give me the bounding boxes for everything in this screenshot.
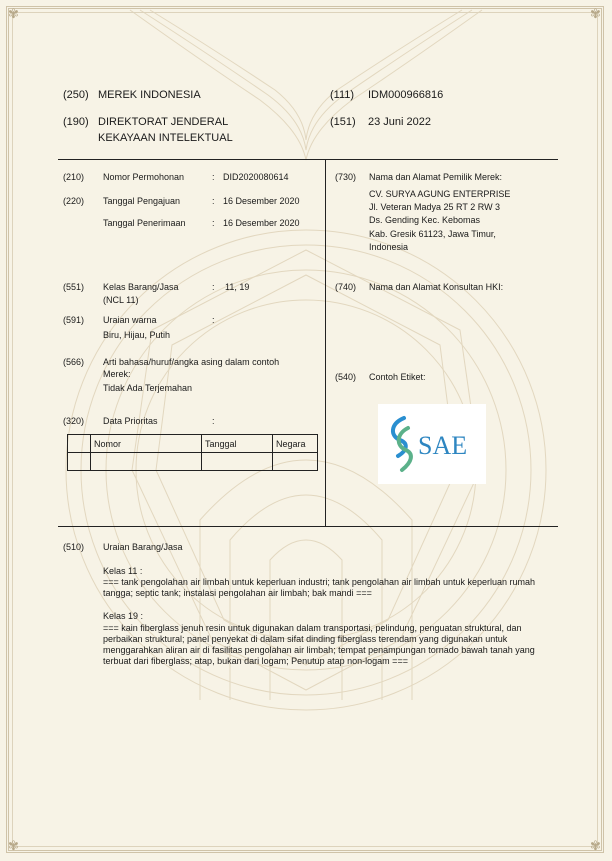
table-row [68, 453, 318, 471]
registration-date: 23 Juni 2022 [368, 116, 431, 128]
pemilik-line: Kab. Gresik 61123, Jawa Timur, [369, 229, 496, 239]
code-210: (210) [63, 172, 85, 182]
code-740: (740) [335, 282, 357, 292]
direktorat-line-1: DIREKTORAT JENDERAL [98, 116, 229, 128]
table-cell [273, 453, 318, 471]
code-551: (551) [63, 282, 85, 292]
colon: : [212, 172, 215, 182]
colon: : [212, 416, 215, 426]
code-250: (250) [63, 89, 89, 101]
pemilik-line: CV. SURYA AGUNG ENTERPRISE [369, 189, 511, 199]
table-cell [68, 453, 91, 471]
corner-ornament-icon: ✾ [8, 6, 19, 21]
nomor-permohonan-label: Nomor Permohonan [103, 172, 185, 182]
registration-number: IDM000966816 [368, 89, 444, 101]
divider-top [58, 159, 558, 160]
nomor-permohonan-value: DID2020080614 [223, 172, 289, 182]
kelas-11-text: === tank pengolahan air limbah untuk keperluan industri; tank pengolahan air limbah untuk keperluan rumah tangga; septic tank; instalasi pengolahan air limbah; bak mandi === [103, 577, 536, 598]
arti-label-1: Arti bahasa/huruf/angka asing dalam contoh [103, 357, 280, 367]
code-566: (566) [63, 357, 85, 367]
konsultan-label: Nama dan Alamat Konsultan HKI: [369, 282, 504, 292]
kelas-19-text: === kain fiberglass jenuh resin untuk digunakan dalam transportasi, pelindung, penguatan struktural, dan perbaikan struktural; panel penyekat di dalam sifat dinding fiberglass terendam yang digunakan untuk menggarahkan aliran air di fasilitas pengolahan air limbah; tempat penampungan tornado bawah tanah yang terbuat dari fiberglass; atap, bukan dari logam; Penutup atap non-logam === [103, 623, 535, 666]
etiket-logo-box [378, 404, 486, 484]
corner-ornament-icon: ✾ [590, 838, 601, 853]
table-header-negara: Negara [273, 435, 318, 453]
uraian-warna-label: Uraian warna [103, 315, 157, 325]
pemilik-line: Indonesia [369, 242, 409, 252]
table-header-tanggal: Tanggal [202, 435, 273, 453]
divider-vertical [325, 159, 326, 526]
data-prioritas-label: Data Prioritas [103, 416, 158, 426]
tanggal-penerimaan-value: 16 Desember 2020 [223, 218, 300, 228]
code-540: (540) [335, 372, 357, 382]
tanggal-penerimaan-label: Tanggal Penerimaan [103, 218, 186, 228]
prioritas-table [67, 434, 318, 471]
contoh-etiket-label: Contoh Etiket: [369, 372, 426, 382]
pemilik-line: Ds. Gending Kec. Kebomas [369, 215, 481, 225]
kelas-11-label: Kelas 11 : [103, 566, 143, 576]
tanggal-pengajuan-value: 16 Desember 2020 [223, 196, 300, 206]
code-111: (111) [330, 89, 355, 101]
pemilik-label: Nama dan Alamat Pemilik Merek: [369, 172, 503, 182]
pemilik-line: Jl. Veteran Madya 25 RT 2 RW 3 [369, 202, 501, 212]
arti-value: Tidak Ada Terjemahan [103, 383, 193, 393]
logo-text: SAE [418, 431, 468, 460]
colon: : [212, 315, 215, 325]
code-320: (320) [63, 416, 85, 426]
code-510: (510) [63, 542, 85, 552]
colon: : [212, 196, 215, 206]
kelas-value: 11, 19 [225, 282, 250, 292]
merek-indonesia-title: MEREK INDONESIA [98, 89, 201, 101]
code-190: (190) [63, 116, 89, 128]
table-header-row [68, 435, 318, 453]
arti-label-2: Merek: [103, 369, 131, 379]
corner-ornament-icon: ✾ [590, 6, 601, 21]
code-220: (220) [63, 196, 85, 206]
table-cell [68, 435, 91, 453]
table-cell [202, 453, 273, 471]
colon: : [212, 282, 215, 292]
table-cell [91, 453, 202, 471]
table-header-nomor: Nomor [91, 435, 202, 453]
colon: : [212, 218, 215, 228]
sae-logo-icon [378, 404, 486, 484]
direktorat-line-2: KEKAYAAN INTELEKTUAL [98, 132, 233, 144]
kelas-label-2: (NCL 11) [103, 295, 139, 305]
code-591: (591) [63, 315, 85, 325]
uraian-warna-value: Biru, Hijau, Putih [103, 330, 171, 340]
kelas-label-1: Kelas Barang/Jasa [103, 282, 179, 292]
code-151: (151) [330, 116, 356, 128]
tanggal-pengajuan-label: Tanggal Pengajuan [103, 196, 181, 206]
kelas-19-label: Kelas 19 : [103, 611, 144, 621]
uraian-label: Uraian Barang/Jasa [103, 542, 183, 552]
corner-ornament-icon: ✾ [8, 838, 19, 853]
code-730: (730) [335, 172, 357, 182]
divider-bottom [58, 526, 558, 527]
